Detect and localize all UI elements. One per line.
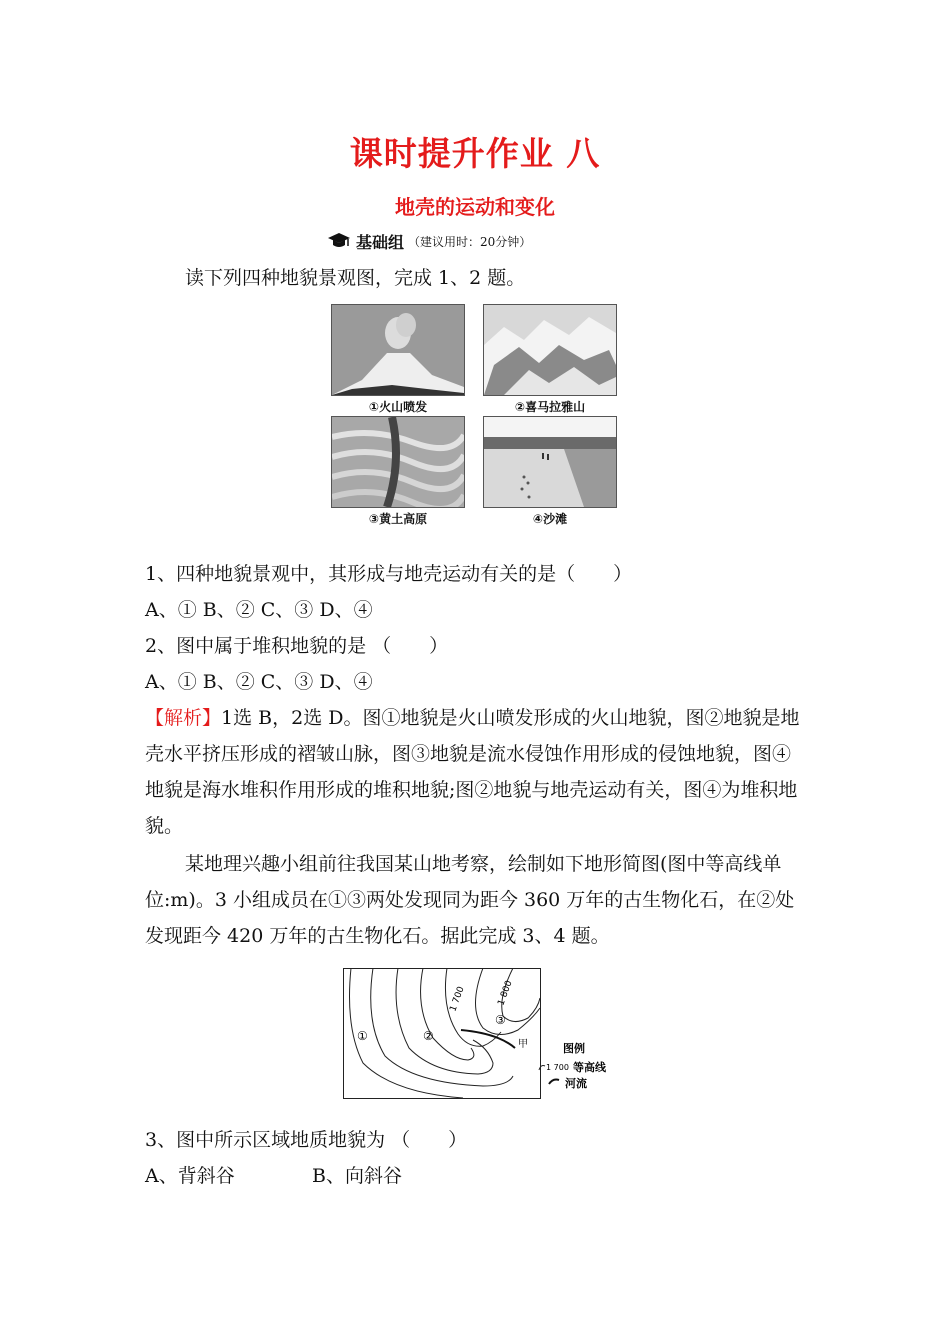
loess-plateau-caption: ③黄土高原 <box>368 512 428 526</box>
legend-contour-value: 1 700 <box>546 1063 569 1072</box>
analysis-paragraph <box>145 700 805 844</box>
contour-label-1700: 1 700 <box>448 985 467 1014</box>
question-3-option-b: B、向斜谷 <box>312 1165 402 1187</box>
beach-photo <box>483 416 617 508</box>
intro-paragraph-1: 读下列四种地貌景观图，完成 1、2 题。 <box>185 267 526 289</box>
map-label-1: ① <box>357 1029 368 1043</box>
question-1-stem: 1、四种地貌景观中，其形成与地壳运动有关的是（ ） <box>145 563 633 585</box>
legend-contour-label: 等高线 <box>573 1061 606 1074</box>
volcano-caption: ①火山喷发 <box>368 400 428 414</box>
group-heading <box>326 230 531 252</box>
question-2-stem: 2、图中属于堆积地貌的是 （ ） <box>145 635 449 657</box>
map-label-2: ② <box>423 1029 434 1043</box>
beach-caption: ④沙滩 <box>532 512 568 526</box>
group-time: （建议用时：20分钟） <box>408 234 532 249</box>
legend-river-label: 河流 <box>565 1077 587 1090</box>
loess-plateau-photo <box>331 416 465 508</box>
map-label-3: ③ <box>495 1013 506 1027</box>
contour-label-1800: 1 800 <box>496 979 515 1008</box>
question-2-options: A、① B、② C、③ D、④ <box>145 671 373 693</box>
group-label: 基础组 <box>356 232 405 252</box>
legend-title: 图例 <box>563 1042 585 1055</box>
legend-river-symbol <box>549 1080 559 1085</box>
question-3-option-a: A、背斜谷 <box>145 1165 235 1187</box>
map-label-jia: 甲 <box>518 1039 528 1050</box>
himalaya-photo <box>483 304 617 396</box>
question-1-options: A、① B、② C、③ D、④ <box>145 599 373 621</box>
intro-paragraph-2: 某地理兴趣小组前往我国某山地考察，绘制如下地形简图(图中等高线单位:m)。3 小组成员在①③两处发现同为距今 360 万年的古生物化石，在②处发现距今 420 万年的古生物化石。据此完成 3、4 题。 <box>145 853 795 947</box>
page-subtitle: 地壳的运动和变化 <box>395 195 555 219</box>
mortarboard-icon <box>326 232 352 250</box>
himalaya-caption: ②喜马拉雅山 <box>514 400 586 414</box>
question-3-stem: 3、图中所示区域地质地貌为 （ ） <box>145 1129 468 1151</box>
page-title: 课时提升作业 八 <box>349 134 601 173</box>
analysis-label: 【解析】 <box>145 707 222 729</box>
contour-map <box>343 968 615 1104</box>
analysis-text: 1选 B，2选 D。图①地貌是火山喷发形成的火山地貌，图②地貌是地壳水平挤压形成的褶皱山脉，图③地貌是流水侵蚀作用形成的侵蚀地貌，图④地貌是海水堆积作用形成的堆积地貌;图②地貌与地壳运动有关，图④为堆积地貌。 <box>145 707 800 837</box>
volcano-photo <box>331 304 465 396</box>
